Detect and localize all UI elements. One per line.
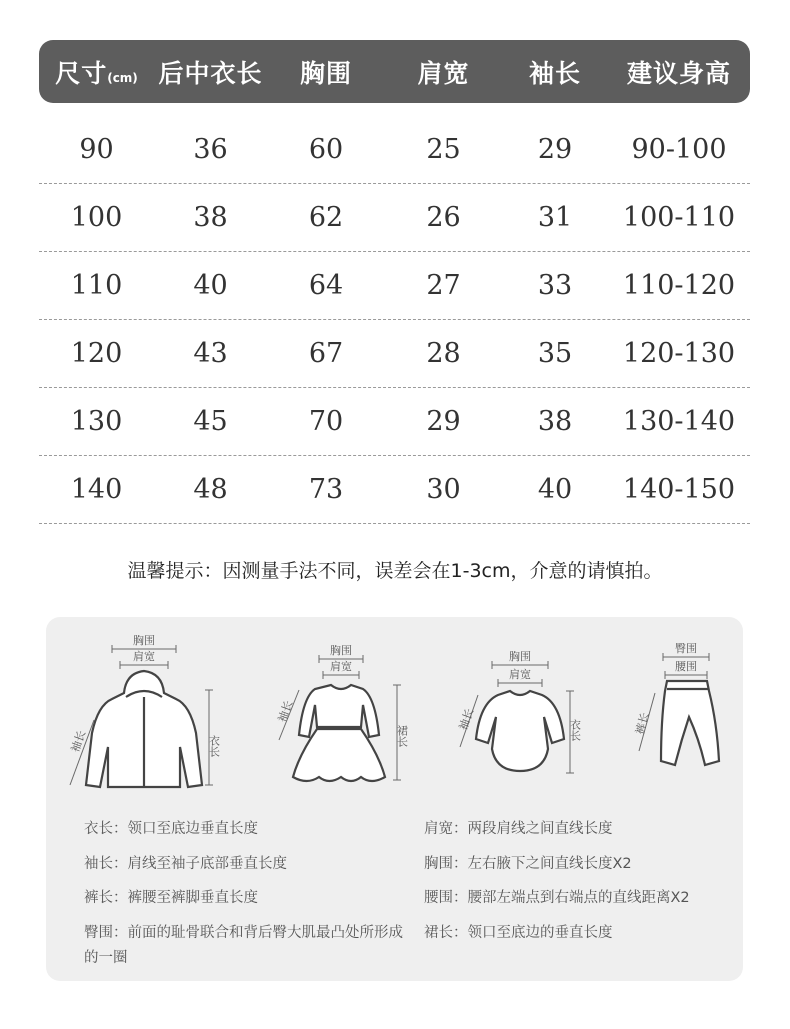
cell-height: 120-130 <box>622 338 736 369</box>
measurement-notice: 温馨提示：因测量手法不同，误差会在1-3cm，介意的请慎拍。 <box>127 560 663 582</box>
cell-sleeve: 29 <box>537 134 573 165</box>
cell-sleeve: 33 <box>537 270 573 301</box>
cell-size: 130 <box>70 406 123 437</box>
header-back-length: 后中衣长 <box>158 58 263 88</box>
cell-height: 100-110 <box>622 202 736 233</box>
svg-text:裤长: 裤长 <box>633 711 652 736</box>
size-table <box>39 116 750 524</box>
cell-back-length: 43 <box>193 338 228 369</box>
cell-size: 120 <box>70 338 123 369</box>
measurement-guide-panel <box>46 617 743 981</box>
cell-sleeve: 40 <box>537 474 573 505</box>
header-size: 尺寸(cm) <box>55 58 138 88</box>
cell-shoulder: 26 <box>426 202 461 233</box>
cell-chest: 60 <box>308 134 344 165</box>
cell-height: 140-150 <box>622 474 736 505</box>
dress-icon <box>271 645 411 790</box>
cell-back-length: 40 <box>193 270 228 301</box>
definitions-left <box>84 817 404 984</box>
definition-sleeve: 袖长：肩线至袖子底部垂直长度 <box>84 855 287 872</box>
table-row <box>39 252 750 320</box>
cell-back-length: 38 <box>193 202 228 233</box>
definition-shoulder: 肩宽：两段肩线之间直线长度 <box>424 821 613 837</box>
cell-chest: 67 <box>308 338 344 369</box>
table-row <box>39 184 750 252</box>
definition-skirt-length: 裙长：领口至底边的垂直长度 <box>424 924 613 941</box>
cell-chest: 73 <box>308 474 344 505</box>
svg-text:袖长: 袖长 <box>68 728 89 755</box>
pants-icon <box>631 643 731 783</box>
svg-text:衣长: 衣长 <box>568 719 582 741</box>
cell-shoulder: 29 <box>426 406 461 437</box>
header-sleeve: 袖长 <box>528 58 581 88</box>
header-height: 建议身高 <box>626 58 731 88</box>
definition-hip: 臀围：前面的耻骨联合和背后臀大肌最凸处所形成的一圈 <box>84 924 403 966</box>
svg-text:腰围: 腰围 <box>675 660 697 673</box>
svg-text:袖长: 袖长 <box>456 706 477 733</box>
svg-text:胸围: 胸围 <box>330 645 352 657</box>
cell-size: 110 <box>70 270 123 301</box>
cell-sleeve: 38 <box>537 406 573 437</box>
cell-size: 100 <box>70 202 123 233</box>
cell-back-length: 45 <box>193 406 228 437</box>
definitions-right <box>424 817 690 955</box>
cell-height: 130-140 <box>622 406 736 437</box>
cell-size: 140 <box>70 474 123 505</box>
table-row <box>39 116 750 184</box>
cell-size: 90 <box>79 134 114 165</box>
header-shoulder: 肩宽 <box>417 58 470 88</box>
svg-text:衣长: 衣长 <box>207 735 221 757</box>
svg-text:胸围: 胸围 <box>133 635 155 647</box>
svg-text:臀围: 臀围 <box>675 643 697 655</box>
svg-text:袖长: 袖长 <box>275 698 296 725</box>
cell-shoulder: 25 <box>426 134 461 165</box>
cell-back-length: 36 <box>193 134 228 165</box>
definition-length: 衣长：领口至底边垂直长度 <box>84 821 258 837</box>
definition-waist: 腰围：腰部左端点到右端点的直线距离X2 <box>424 890 690 906</box>
table-row <box>39 388 750 456</box>
cell-chest: 64 <box>308 270 344 301</box>
cell-sleeve: 35 <box>537 338 573 369</box>
cell-chest: 70 <box>308 406 344 437</box>
svg-text:裙长: 裙长 <box>395 725 409 747</box>
definition-pants-length: 裤长：裤腰至裤脚垂直长度 <box>84 890 258 906</box>
cell-shoulder: 28 <box>426 338 461 369</box>
svg-text:肩宽: 肩宽 <box>133 650 155 663</box>
definition-chest: 胸围：左右腋下之间直线长度X2 <box>424 855 632 872</box>
romper-icon <box>448 651 598 781</box>
cell-height: 90-100 <box>631 134 727 165</box>
cell-shoulder: 27 <box>426 270 461 301</box>
cell-back-length: 48 <box>193 474 228 505</box>
table-row <box>39 456 750 524</box>
svg-text:肩宽: 肩宽 <box>330 660 352 673</box>
cell-chest: 62 <box>308 202 344 233</box>
hooded-coat-icon <box>64 635 224 795</box>
header-chest: 胸围 <box>299 58 352 88</box>
size-table-header <box>39 40 750 103</box>
cell-shoulder: 30 <box>426 474 461 505</box>
cell-sleeve: 31 <box>537 202 573 233</box>
cell-height: 110-120 <box>622 270 736 301</box>
svg-text:胸围: 胸围 <box>509 651 531 663</box>
table-row <box>39 320 750 388</box>
svg-text:肩宽: 肩宽 <box>509 668 531 681</box>
